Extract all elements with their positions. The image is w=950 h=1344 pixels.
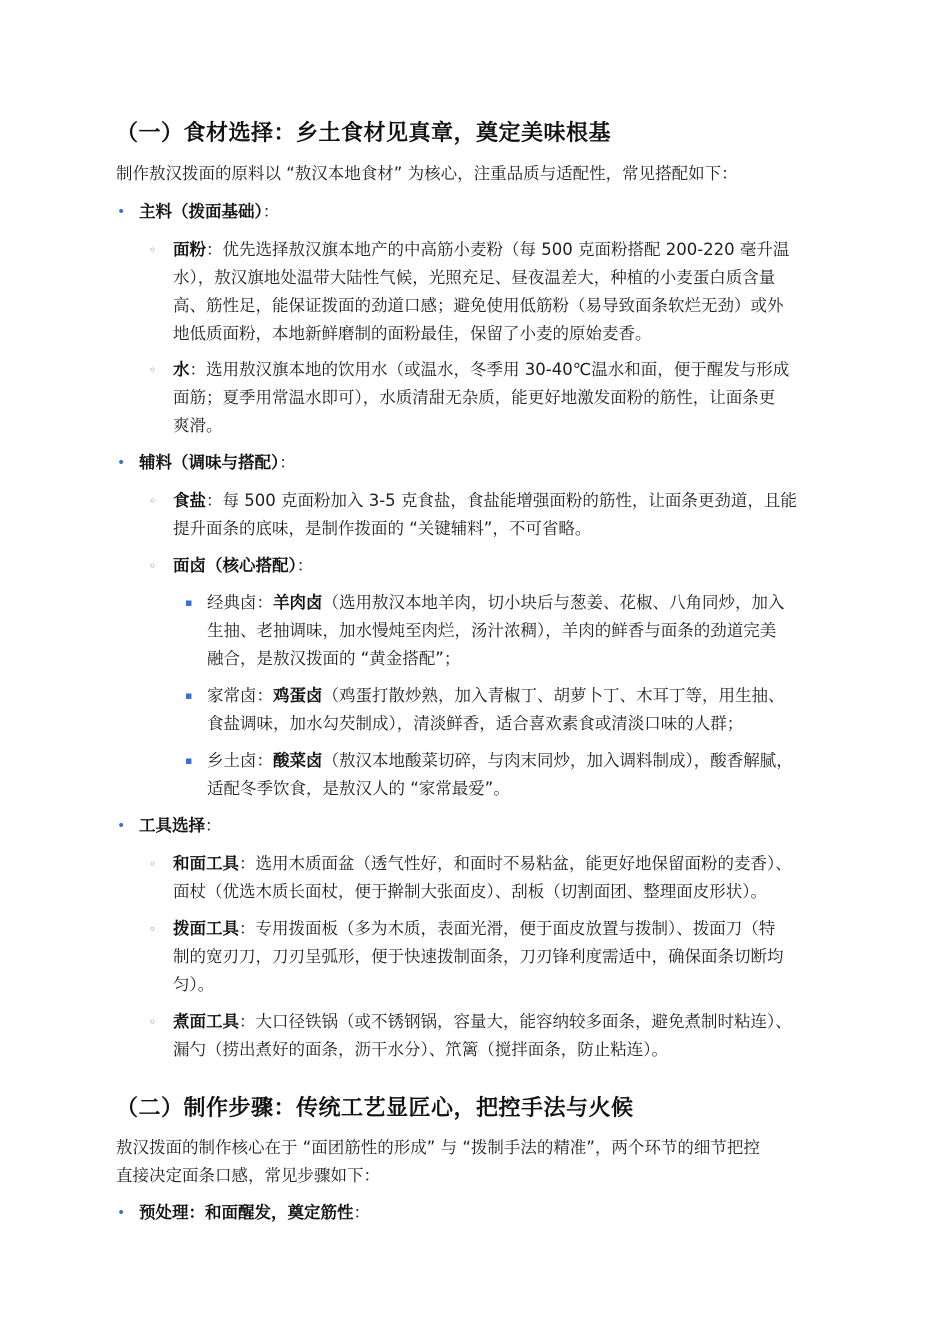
- bullet-circle-icon: ◦: [149, 857, 157, 871]
- list-item-tools: 工具选择：: [139, 816, 222, 835]
- list-item-mixing-tools: 和面工具：选用木质面盆（透气性好，和面时不易粘盆，能更好地保留面粉的麦香）、 面杖（优选木质长面杖，便于擀制大张面皮）、刮板（切割面团、整理面皮形状）。: [173, 854, 792, 901]
- list-item-lamb-sauce: 经典卤：羊肉卤（选用敖汉本地羊肉，切小块后与葱姜、花椒、八角同炒，加入 生抽、老抽调味，加水慢炖至肉烂，汤汁浓稠），羊肉的鲜香与面条的劲道完美 融合，是敖汉拨面的 “黄金搭配”；: [207, 593, 785, 668]
- list-item-auxiliary: 辅料（调味与搭配）：: [139, 453, 296, 472]
- bullet-square-icon: ▪: [185, 596, 193, 609]
- bullet-dot-icon: •: [117, 455, 126, 471]
- list-item-flour: 面粉：优先选择敖汉旗本地产的中高筋小麦粉（每 500 克面粉搭配 200-220 毫升温 水），敖汉旗地处温带大陆性气候，光照充足、昼夜温差大，种植的小麦蛋白质含量 高、筋性足，能保证拨面的劲道口感；避免使用低筋粉（易导致面条软烂无劲）或外 地低质面粉，本地新鲜磨制的面粉最佳，保留了小麦的原始麦香。: [173, 240, 790, 343]
- bullet-circle-icon: ◦: [149, 922, 157, 936]
- section-intro: 敖汉拨面的制作核心在于 “面团筋性的形成” 与 “拨制手法的精准”，两个环节的细节把控 直接决定面条口感，常见步骤如下：: [116, 1138, 760, 1185]
- bullet-dot-icon: •: [117, 1205, 126, 1221]
- bullet-circle-icon: ◦: [149, 1015, 157, 1029]
- section-heading-ingredients: （一）食材选择：乡土食材见真章，奠定美味根基: [116, 121, 612, 146]
- bullet-circle-icon: ◦: [149, 243, 157, 257]
- list-item-cooking-tools: 煮面工具：大口径铁锅（或不锈钢锅，容量大，能容纳较多面条，避免煮制时粘连）、 漏勺（捞出煮好的面条，沥干水分）、笊篱（搅拌面条，防止粘连）。: [173, 1012, 792, 1059]
- bullet-circle-icon: ◦: [149, 559, 157, 573]
- list-item-salt: 食盐：每 500 克面粉加入 3-5 克食盐，食盐能增强面粉的筋性，让面条更劲道，且能 提升面条的底味，是制作拨面的 “关键辅料”，不可省略。: [173, 491, 797, 538]
- bullet-square-icon: ▪: [185, 689, 193, 702]
- bullet-dot-icon: •: [117, 818, 126, 834]
- list-item-step1: 预处理：和面醒发，奠定筋性：: [139, 1203, 370, 1222]
- bullet-circle-icon: ◦: [149, 494, 157, 508]
- section-heading-steps: （二）制作步骤：传统工艺显匠心，把控手法与火候: [116, 1096, 634, 1121]
- list-item-egg-sauce: 家常卤：鸡蛋卤（鸡蛋打散炒熟，加入青椒丁、胡萝卜丁、木耳丁等，用生抽、 食盐调味，加水勾芡制成），清淡鲜香，适合喜欢素食或清淡口味的人群；: [207, 686, 785, 733]
- bullet-dot-icon: •: [117, 204, 126, 220]
- bullet-circle-icon: ◦: [149, 363, 157, 377]
- list-item-sauce: 面卤（核心搭配）：: [173, 556, 314, 575]
- item-title: 主料（拨面基础）: [139, 202, 263, 221]
- list-item-pickle-sauce: 乡土卤：酸菜卤（敖汉本地酸菜切碎，与肉末同炒，加入调料制成），酸香解腻， 适配冬季饮食，是敖汉人的 “家常最爱”。: [207, 751, 793, 798]
- list-item-cutting-tools: 拨面工具：专用拨面板（多为木质，表面光滑，便于面皮放置与拨制）、拨面刀（特 制的宽刃刀，刀刃呈弧形，便于快速拨制面条，刀刃锋利度需适中，确保面条切断均 匀）。: [173, 919, 784, 994]
- section-intro: 制作敖汉拨面的原料以 “敖汉本地食材” 为核心，注重品质与适配性，常见搭配如下：: [116, 164, 738, 183]
- bullet-square-icon: ▪: [185, 754, 193, 767]
- list-item-water: 水：选用敖汉旗本地的饮用水（或温水，冬季用 30-40℃温水和面，便于醒发与形成 面筋；夏季用常温水即可），水质清甜无杂质，能更好地激发面粉的筋性，让面条更 爽滑。: [173, 360, 790, 435]
- list-item-main-ingredients: 主料（拨面基础）：: [139, 202, 280, 221]
